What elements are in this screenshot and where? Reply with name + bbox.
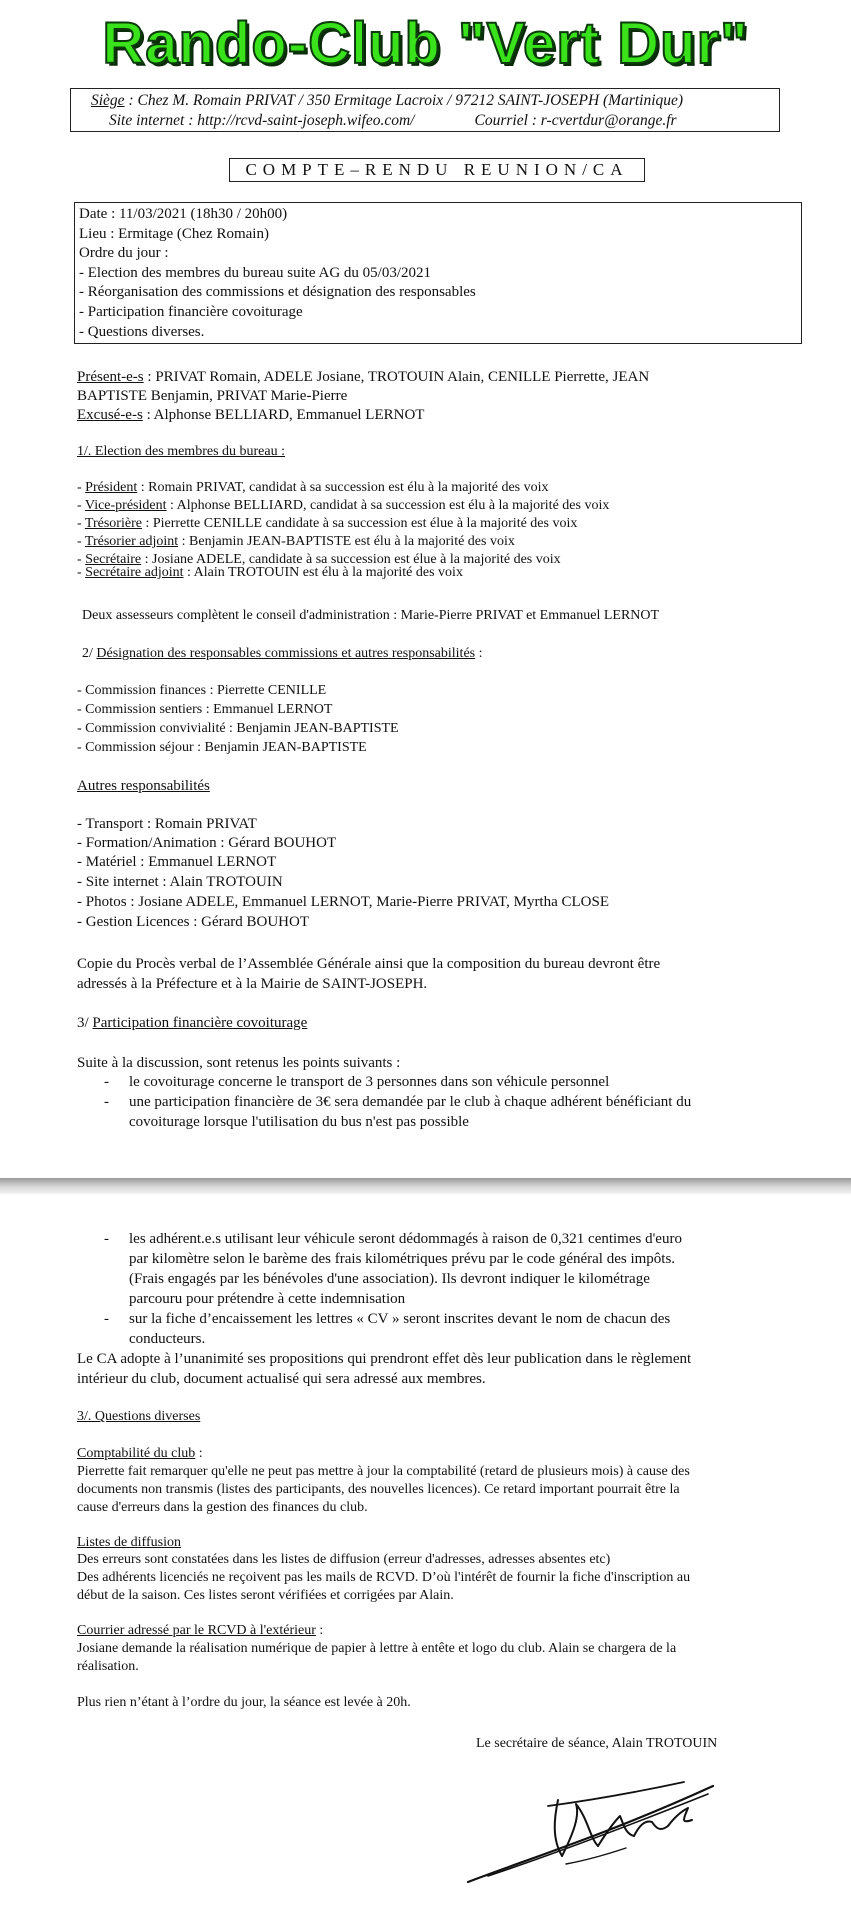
siege-line [79,91,771,111]
bullet-text: le covoiturage concerne le transport de 3 personnes dans son véhicule personnel [129,1074,610,1090]
site-line [79,111,771,131]
role-line: - Trésorière : Pierrette CENILLE candidate à sa succession est élue à la majorité des voix [77,516,578,531]
listes-line: Des erreurs sont constatées dans les listes de diffusion (erreur d'adresses, adresses absentes etc) [77,1552,611,1567]
ca-line-2: intérieur du club, document actualisé qui sera adressé aux membres. [77,1371,486,1387]
bullet-text: conducteurs. [129,1331,206,1347]
meeting-lieu: Lieu : Ermitage (Chez Romain) [79,225,269,242]
autres-heading: Autres responsabilités [77,778,210,794]
presents-line-1 [77,368,649,387]
compta-heading [77,1445,203,1463]
section3-heading [77,1014,307,1033]
role-label: Secrétaire adjoint [85,565,184,580]
commission-item: - Commission convivialité : Benjamin JEAN-BAPTISTE [77,721,399,736]
bullet-text: sur la fiche d’encaissement les lettres « CV » seront inscrites devant le nom de chacun des [129,1311,671,1327]
closing-line: Plus rien n’étant à l’ordre du jour, la séance est levée à 20h. [77,1695,411,1710]
role-line: - Secrétaire : Josiane ADELE, candidate à sa succession est élue à la majorité des voix [77,552,561,567]
signature-caption: Le secrétaire de séance, Alain TROTOUIN [476,1736,718,1751]
bullet-text: (Frais engagés par les bénévoles d'une association). Ils devront indiquer le kilométrage [129,1271,650,1287]
siege-text: : Chez M. Romain PRIVAT / 350 Ermitage Lacroix / 97212 SAINT-JOSEPH (Martinique) [124,92,684,109]
role-line: - Président : Romain PRIVAT, candidat à sa succession est élu à la majorité des voix [77,480,549,495]
presents-label: Présent-e-s [77,369,144,385]
club-address-box [70,88,780,132]
bullet-text: covoiturage lorsque l'utilisation du bus n'est pas possible [129,1114,469,1130]
role-label: Secrétaire [85,552,142,567]
bullet-text: par kilomètre selon le barème des frais kilométriques prévu par le code général des impôts. [129,1251,676,1267]
commission-item: - Commission finances : Pierrette CENILLE [77,683,327,698]
ordre-du-jour-label: Ordre du jour : [79,245,169,262]
role-text: : Alphonse BELLIARD, candidat à sa succession est élu à la majorité des voix [166,498,610,513]
agenda-item: - Réorganisation des commissions et désignation des responsables [79,284,476,301]
copie-line-1: Copie du Procès verbal de l’Assemblée Générale ainsi que la composition du bureau devront être [77,956,661,972]
compta-suffix: : [195,1446,203,1461]
ca-line-1: Le CA adopte à l’unanimité ses propositions qui prendront effet dès leur publication dans le règlement [77,1351,692,1367]
bullet-text: parcouru pour prétendre à cette indemnisation [129,1291,406,1307]
section3-prefix: 3/ [77,1015,93,1031]
site-internet: Site internet : http://rcvd-saint-joseph.wifeo.com/ [109,112,415,129]
presents-line-2: BAPTISTE Benjamin, PRIVAT Marie-Pierre [77,388,348,404]
role-text: : Romain PRIVAT, candidat à sa succession est élu à la majorité des voix [137,480,549,495]
section3-title: Participation financière covoiturage [92,1015,308,1031]
courrier-line: Josiane demande la réalisation numérique de papier à lettre à entête et logo du club. Alain se chargera de la [77,1641,677,1656]
commission-item: - Commission sentiers : Emmanuel LERNOT [77,702,333,717]
role-label: Trésorier adjoint [84,534,179,549]
role-label: Trésorière [84,516,142,531]
autre-item: - Transport : Romain PRIVAT [77,816,257,832]
club-title-logo: Rando-Club "Vert Dur" [102,11,749,76]
copie-line-2: adressés à la Préfecture et à la Mairie de SAINT-JOSEPH. [77,976,428,992]
page-separator [0,1178,851,1194]
bullet-dash: - [104,1074,109,1090]
role-label: Vice-président [84,498,167,513]
courrier-heading [77,1622,323,1640]
role-label: Président [85,480,138,495]
excuses-line [77,406,424,425]
listes-line: Des adhérents licenciés ne reçoivent pas les mails de RCVD. D’où l'intérêt de fournir la fiche d'inscription au [77,1570,691,1585]
compta-line: Pierrette fait remarquer qu'elle ne peut pas mettre à jour la comptabilité (retard de plusieurs mois) à cause des [77,1464,690,1479]
autre-item: - Formation/Animation : Gérard BOUHOT [77,835,337,851]
siege-label: Siège [91,92,125,109]
listes-heading: Listes de diffusion [77,1535,181,1550]
role-text: : Josiane ADELE, candidate à sa succession est élue à la majorité des voix [141,552,561,567]
section2-title: Désignation des responsables commissions et autres responsabilités [96,646,476,661]
courriel: Courriel : r-cvertdur@orange.fr [474,112,677,129]
agenda-item: - Election des membres du bureau suite AG du 05/03/2021 [79,264,432,281]
courrier-title: Courrier adressé par le RCVD à l'extérieur [77,1623,316,1638]
agenda-box [74,202,802,344]
compta-line: cause d'erreurs dans la gestion des finances du club. [77,1500,368,1515]
handwritten-signature [458,1764,728,1904]
autre-item: - Photos : Josiane ADELE, Emmanuel LERNOT, Marie-Pierre PRIVAT, Myrtha CLOSE [77,894,610,910]
role-line: - Secrétaire adjoint : Alain TROTOUIN est élu à la majorité des voix [77,565,463,580]
page-2 [0,1194,851,1911]
bullet-dash: - [104,1094,109,1110]
excuses-names: : Alphonse BELLIARD, Emmanuel LERNOT [142,407,425,423]
compta-line: documents non transmis (listes des participants, des nouvelles licences). Ce retard important pourrait être la [77,1482,680,1497]
role-line: - Trésorier adjoint : Benjamin JEAN-BAPTISTE est élu à la majorité des voix [77,534,515,549]
role-text: : Alain TROTOUIN est élu à la majorité des voix [183,565,463,580]
autre-item: - Site internet : Alain TROTOUIN [77,874,283,890]
assesseurs-line: Deux assesseurs complètent le conseil d'administration : Marie-Pierre PRIVAT et Emmanuel LERNOT [82,608,660,623]
autre-item: - Gestion Licences : Gérard BOUHOT [77,914,310,930]
listes-line: début de la saison. Ces listes seront vérifiées et corrigées par Alain. [77,1588,454,1603]
bullet-text: une participation financière de 3€ sera demandée par le club à chaque adhérent bénéficiant du [129,1094,692,1110]
section3-intro: Suite à la discussion, sont retenus les points suivants : [77,1055,401,1071]
courrier-suffix: : [315,1623,324,1638]
role-text: : Pierrette CENILLE candidate à sa succession est élue à la majorité des voix [141,516,578,531]
excuses-label: Excusé-e-s [77,407,143,423]
commission-item: - Commission séjour : Benjamin JEAN-BAPTISTE [77,740,367,755]
meeting-date: Date : 11/03/2021 (18h30 / 20h00) [79,206,288,222]
section1-heading: 1/. Election des membres du bureau : [77,444,285,459]
section2-prefix: 2/ [82,646,97,661]
role-text: : Benjamin JEAN-BAPTISTE est élu à la majorité des voix [178,534,515,549]
presents-names: : PRIVAT Romain, ADELE Josiane, TROTOUIN Alain, CENILLE Pierrette, JEAN [143,369,650,385]
courrier-line: réalisation. [77,1659,139,1674]
agenda-item: - Questions diverses. [79,323,205,340]
bullet-dash: - [104,1231,109,1247]
document-title: COMPTE–RENDU REUNION/CA [229,158,645,182]
section2-heading [82,645,483,663]
section2-suffix: : [475,646,483,661]
compta-title: Comptabilité du club [77,1446,196,1461]
agenda-item: - Participation financière covoiturage [79,303,303,320]
role-line: - Vice-président : Alphonse BELLIARD, candidat à sa succession est élu à la majorité des voix [77,498,610,513]
section4-heading: 3/. Questions diverses [77,1409,201,1424]
autre-item: - Matériel : Emmanuel LERNOT [77,854,277,870]
bullet-dash: - [104,1311,109,1327]
bullet-text: les adhérent.e.s utilisant leur véhicule seront dédommagés à raison de 0,321 centimes d'euro [129,1231,682,1247]
